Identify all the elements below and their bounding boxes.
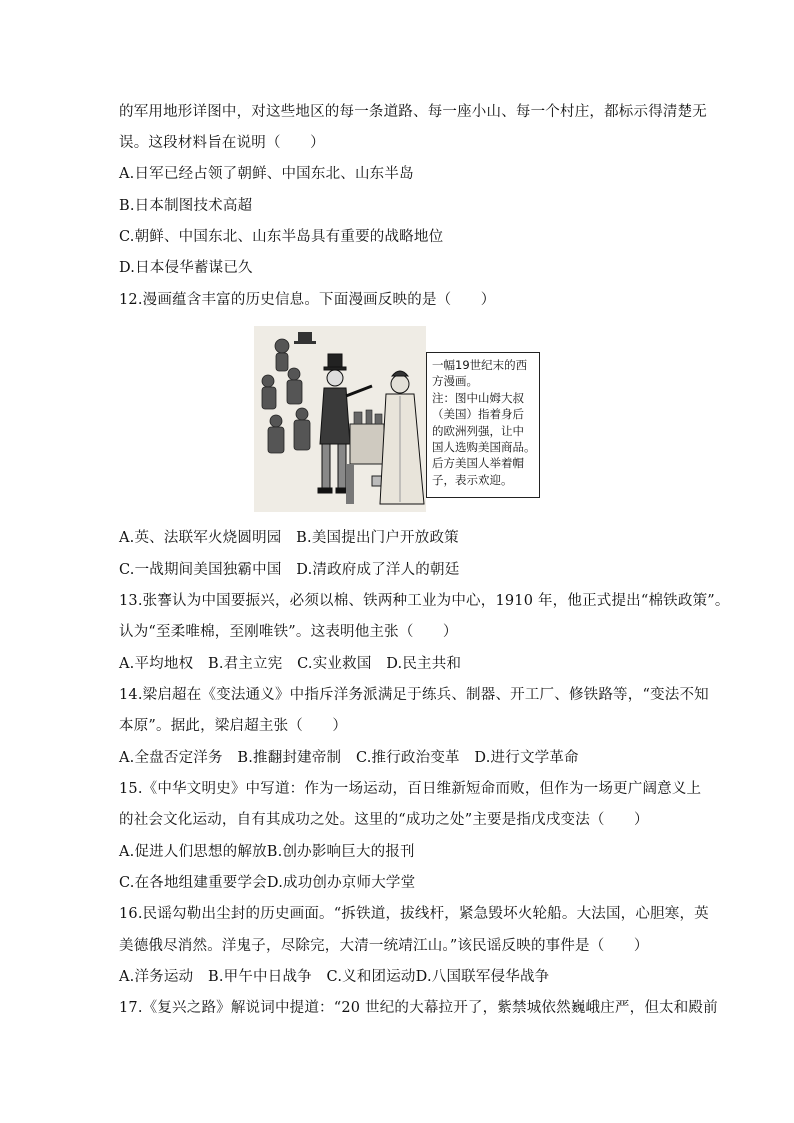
q12-stem: 12.漫画蕴含丰富的历史信息。下面漫画反映的是（ ） xyxy=(119,292,496,308)
caption-line: 的欧洲列强，让中 xyxy=(432,423,524,438)
q11-option-a: A.日军已经占领了朝鲜、中国东北、山东半岛 xyxy=(119,166,414,182)
q13-stem-line1: 13.张謇认为中国要振兴，必须以棉、铁两种工业为中心，1910 年，他正式提出“棉铁政策”。 xyxy=(119,593,730,609)
q14-stem-line1: 14.梁启超在《变法通义》中指斥洋务派满足于练兵、制器、开工厂、修铁路等，“变法不知 xyxy=(119,687,709,703)
q15-stem-line1: 15.《中华文明史》中写道：作为一场运动，百日维新短命而败，但作为一场更广阔意义上 xyxy=(119,781,702,797)
q15-options-line2: C.在各地组建重要学会D.成功创办京师大学堂 xyxy=(119,875,416,891)
q12-figure-caption xyxy=(426,352,540,498)
caption-line: 注：图中山姆大叔 xyxy=(432,390,524,405)
q13-options: A.平均地权 B.君主立宪 C.实业救国 D.民主共和 xyxy=(119,656,462,672)
caption-line: 子，表示欢迎。 xyxy=(432,472,513,487)
q11-stem-line2: 误。这段材料旨在说明（ ） xyxy=(119,135,325,151)
caption-line: 后方美国人举着帽 xyxy=(432,456,524,471)
q11-option-c: C.朝鲜、中国东北、山东半岛具有重要的战略地位 xyxy=(119,229,444,245)
q16-options: A.洋务运动 B.甲午中日战争 C.义和团运动D.八国联军侵华战争 xyxy=(119,969,550,985)
q11-option-b: B.日本制图技术高超 xyxy=(119,198,253,214)
q15-stem-line2: 的社会文化运动，自有其成功之处。这里的“成功之处”主要是指戊戌变法（ ） xyxy=(119,812,649,828)
caption-line: 国人选购美国商品。 xyxy=(432,440,536,455)
q13-stem-line2: 认为“至柔唯棉，至刚唯铁”。这表明他主张（ ） xyxy=(119,624,458,640)
q14-stem-line2: 本原”。据此，梁启超主张（ ） xyxy=(119,718,348,734)
q16-stem-line2: 美德俄尽消然。洋鬼子，尽除完，大清一统靖江山。”该民谣反映的事件是（ ） xyxy=(119,938,649,954)
q17-stem-line1: 17.《复兴之路》解说词中提道：“20 世纪的大幕拉开了，紫禁城依然巍峨庄严，但太和殿前 xyxy=(119,1000,718,1016)
caption-line: 方漫画。 xyxy=(432,374,478,389)
q12-cartoon-image xyxy=(254,326,426,512)
caption-line: 一幅19世纪末的西 xyxy=(432,358,528,372)
q12-options-line1: A.英、法联军火烧圆明园 B.美国提出门户开放政策 xyxy=(119,530,459,546)
q16-stem-line1: 16.民谣勾勒出尘封的历史画面。“拆铁道，拔线杆，紧急毁坏火轮船。大法国，心胆寒，英 xyxy=(119,906,709,922)
q11-option-d: D.日本侵华蓄谋已久 xyxy=(119,260,253,276)
caption-line: （美国）指着身后 xyxy=(432,407,524,422)
q11-stem-line1: 的军用地形详图中，对这些地区的每一条道路、每一座小山、每一个村庄，都标示得清楚无 xyxy=(119,104,707,120)
q12-figure xyxy=(254,326,542,512)
q15-options-line1: A.促进人们思想的解放B.创办影响巨大的报刊 xyxy=(119,844,415,860)
q12-options-line2: C.一战期间美国独霸中国 D.清政府成了洋人的朝廷 xyxy=(119,562,460,578)
q14-options: A.全盘否定洋务 B.推翻封建帝制 C.推行政治变革 D.进行文学革命 xyxy=(119,750,579,766)
